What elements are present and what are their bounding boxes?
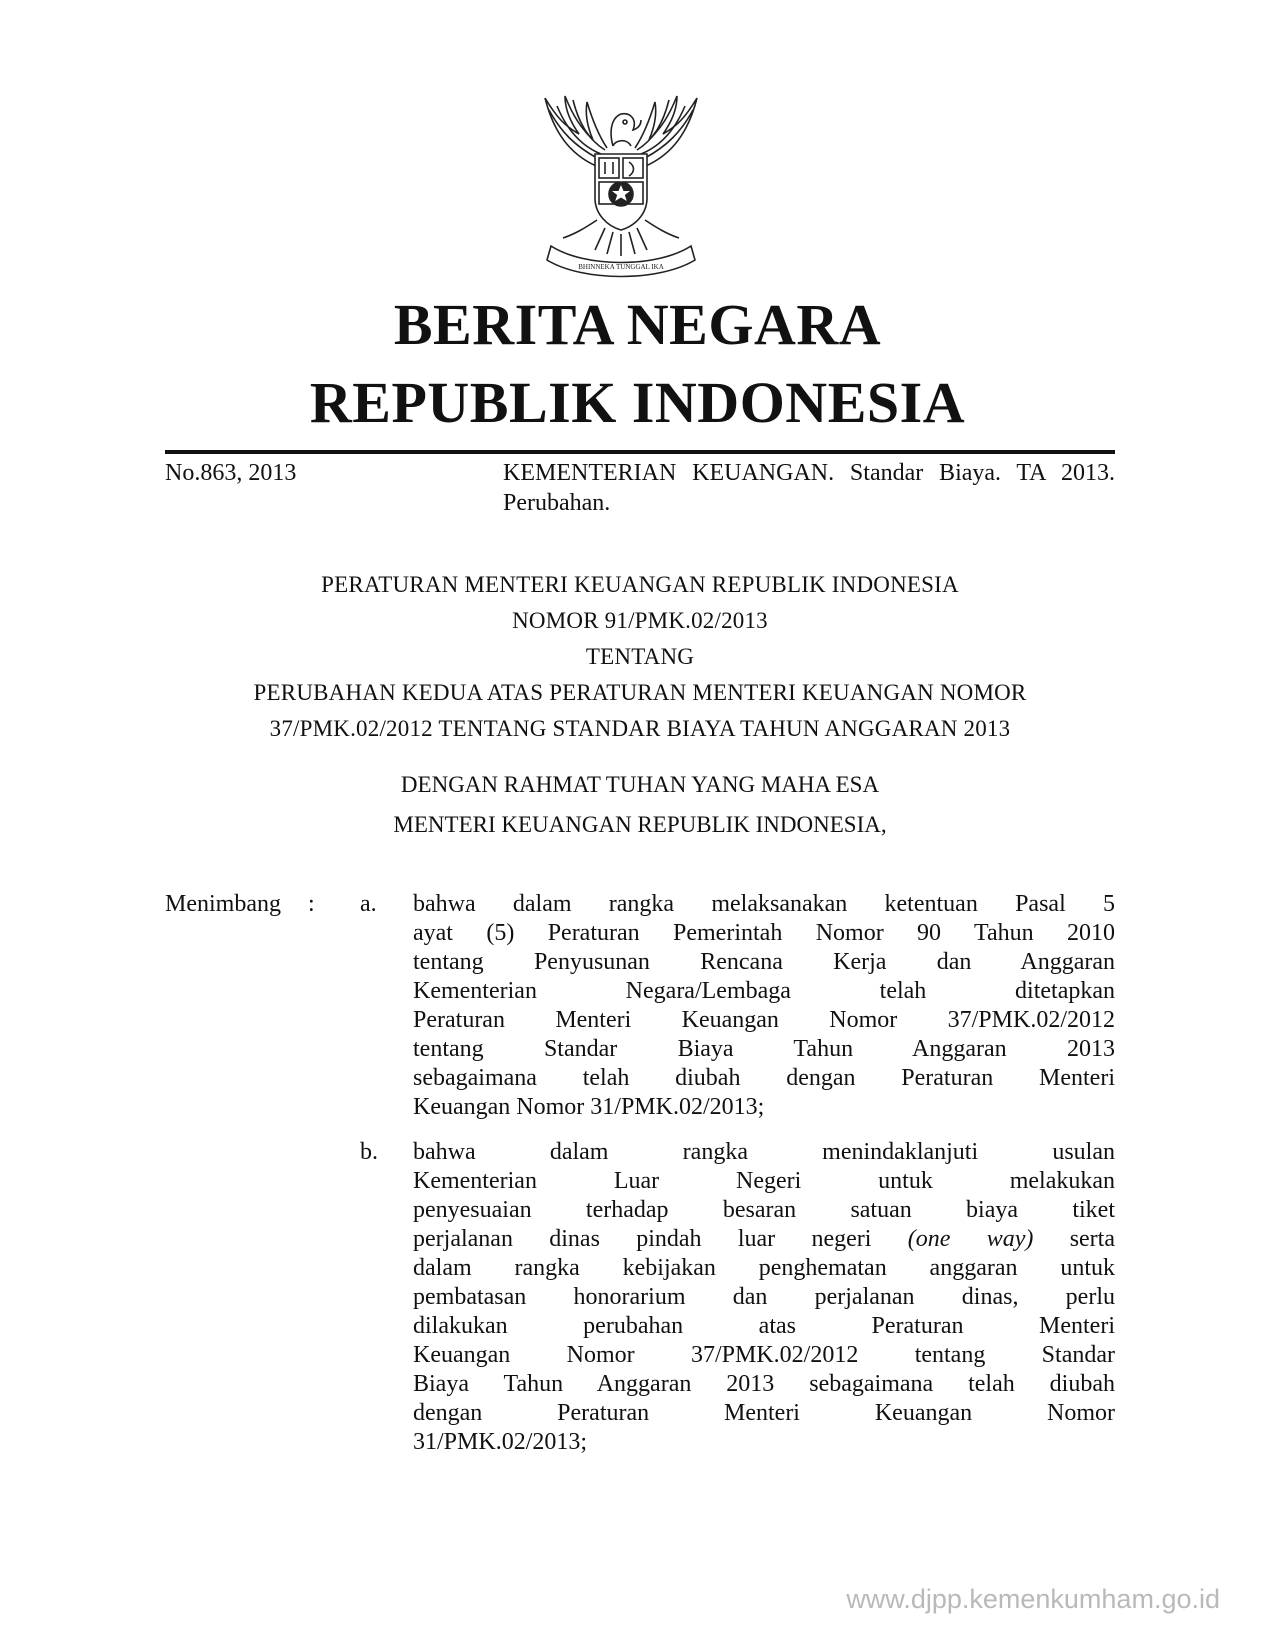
item-b-line-end: serta — [1069, 1226, 1115, 1252]
invocation-line1: DENGAN RAHMAT TUHAN YANG MAHA ESA — [400, 772, 880, 797]
garuda-pancasila-emblem-icon — [535, 88, 707, 284]
item-b-line: bahwa dalam rangka menindaklanjuti usulan — [413, 1139, 1115, 1165]
masthead-divider — [165, 450, 1115, 454]
item-b-italic-phrase: (one way) — [907, 1226, 1034, 1252]
item-a-line: Kementerian Negara/Lembaga telah ditetapkan — [413, 978, 1115, 1004]
issue-subject: KEMENTERIAN KEUANGAN. Standar Biaya. TA 2013. Perubahan. — [503, 460, 1115, 516]
item-a-line: tentang Penyusunan Rencana Kerja dan Anggaran — [413, 949, 1115, 975]
item-a-line: ayat (5) Peraturan Pemerintah Nomor 90 Tahun 2010 — [413, 920, 1115, 946]
emblem-ribbon-text: BHINNEKA TUNGGAL IKA — [578, 263, 664, 271]
regulation-subject-line1: PERUBAHAN KEDUA ATAS PERATURAN MENTERI KEUANGAN NOMOR — [253, 680, 1027, 705]
menimbang-item-b-text — [413, 1138, 1115, 1457]
regulation-tentang: TENTANG — [585, 644, 695, 669]
item-a-line: Peraturan Menteri Keuangan Nomor 37/PMK.02/2012 — [413, 1007, 1115, 1033]
item-b-line: penyesuaian terhadap besaran satuan biaya tiket — [413, 1197, 1115, 1223]
menimbang-item-a-letter: a. — [360, 891, 377, 917]
item-b-line-start: perjalanan dinas pindah luar negeri — [413, 1226, 872, 1252]
item-b-line: dalam rangka kebijakan penghematan anggaran untuk — [413, 1255, 1115, 1281]
menimbang-item-b-letter: b. — [360, 1139, 378, 1165]
masthead-title-line1: BERITA NEGARA — [393, 292, 882, 357]
menimbang-label: Menimbang — [165, 891, 281, 917]
regulation-title: PERATURAN MENTERI KEUANGAN REPUBLIK INDONESIA — [321, 572, 959, 597]
menimbang-colon: : — [308, 891, 315, 917]
item-a-line: sebagaimana telah diubah dengan Peraturan Menteri — [413, 1065, 1115, 1091]
item-b-line: dengan Peraturan Menteri Keuangan Nomor — [413, 1400, 1115, 1426]
invocation-block — [165, 765, 1115, 845]
item-a-line: tentang Standar Biaya Tahun Anggaran 2013 — [413, 1036, 1115, 1062]
item-b-line-italic — [413, 1225, 1115, 1254]
item-b-line: 31/PMK.02/2013; — [413, 1429, 588, 1455]
regulation-title-block — [165, 567, 1115, 747]
invocation-line2: MENTERI KEUANGAN REPUBLIK INDONESIA, — [393, 812, 887, 837]
item-b-line: pembatasan honorarium dan perjalanan dinas, perlu — [413, 1284, 1115, 1310]
item-b-line: Biaya Tahun Anggaran 2013 sebagaimana telah diubah — [413, 1371, 1115, 1397]
item-b-line: dilakukan perubahan atas Peraturan Menteri — [413, 1313, 1115, 1339]
issue-number: No.863, 2013 — [165, 460, 297, 486]
regulation-number: NOMOR 91/PMK.02/2013 — [512, 608, 768, 633]
watermark-url: www.djpp.kemenkumham.go.id — [846, 1584, 1220, 1614]
item-b-line: Keuangan Nomor 37/PMK.02/2012 tentang Standar — [413, 1342, 1115, 1368]
item-a-line: Keuangan Nomor 31/PMK.02/2013; — [413, 1094, 765, 1120]
item-b-line: Kementerian Luar Negeri untuk melakukan — [413, 1168, 1115, 1194]
masthead-title-line2: REPUBLIK INDONESIA — [309, 370, 966, 435]
regulation-subject-line2: 37/PMK.02/2012 TENTANG STANDAR BIAYA TAHUN ANGGARAN 2013 — [269, 716, 1011, 741]
menimbang-item-a-text — [413, 890, 1115, 1122]
item-a-line: bahwa dalam rangka melaksanakan ketentuan Pasal 5 — [413, 891, 1115, 917]
